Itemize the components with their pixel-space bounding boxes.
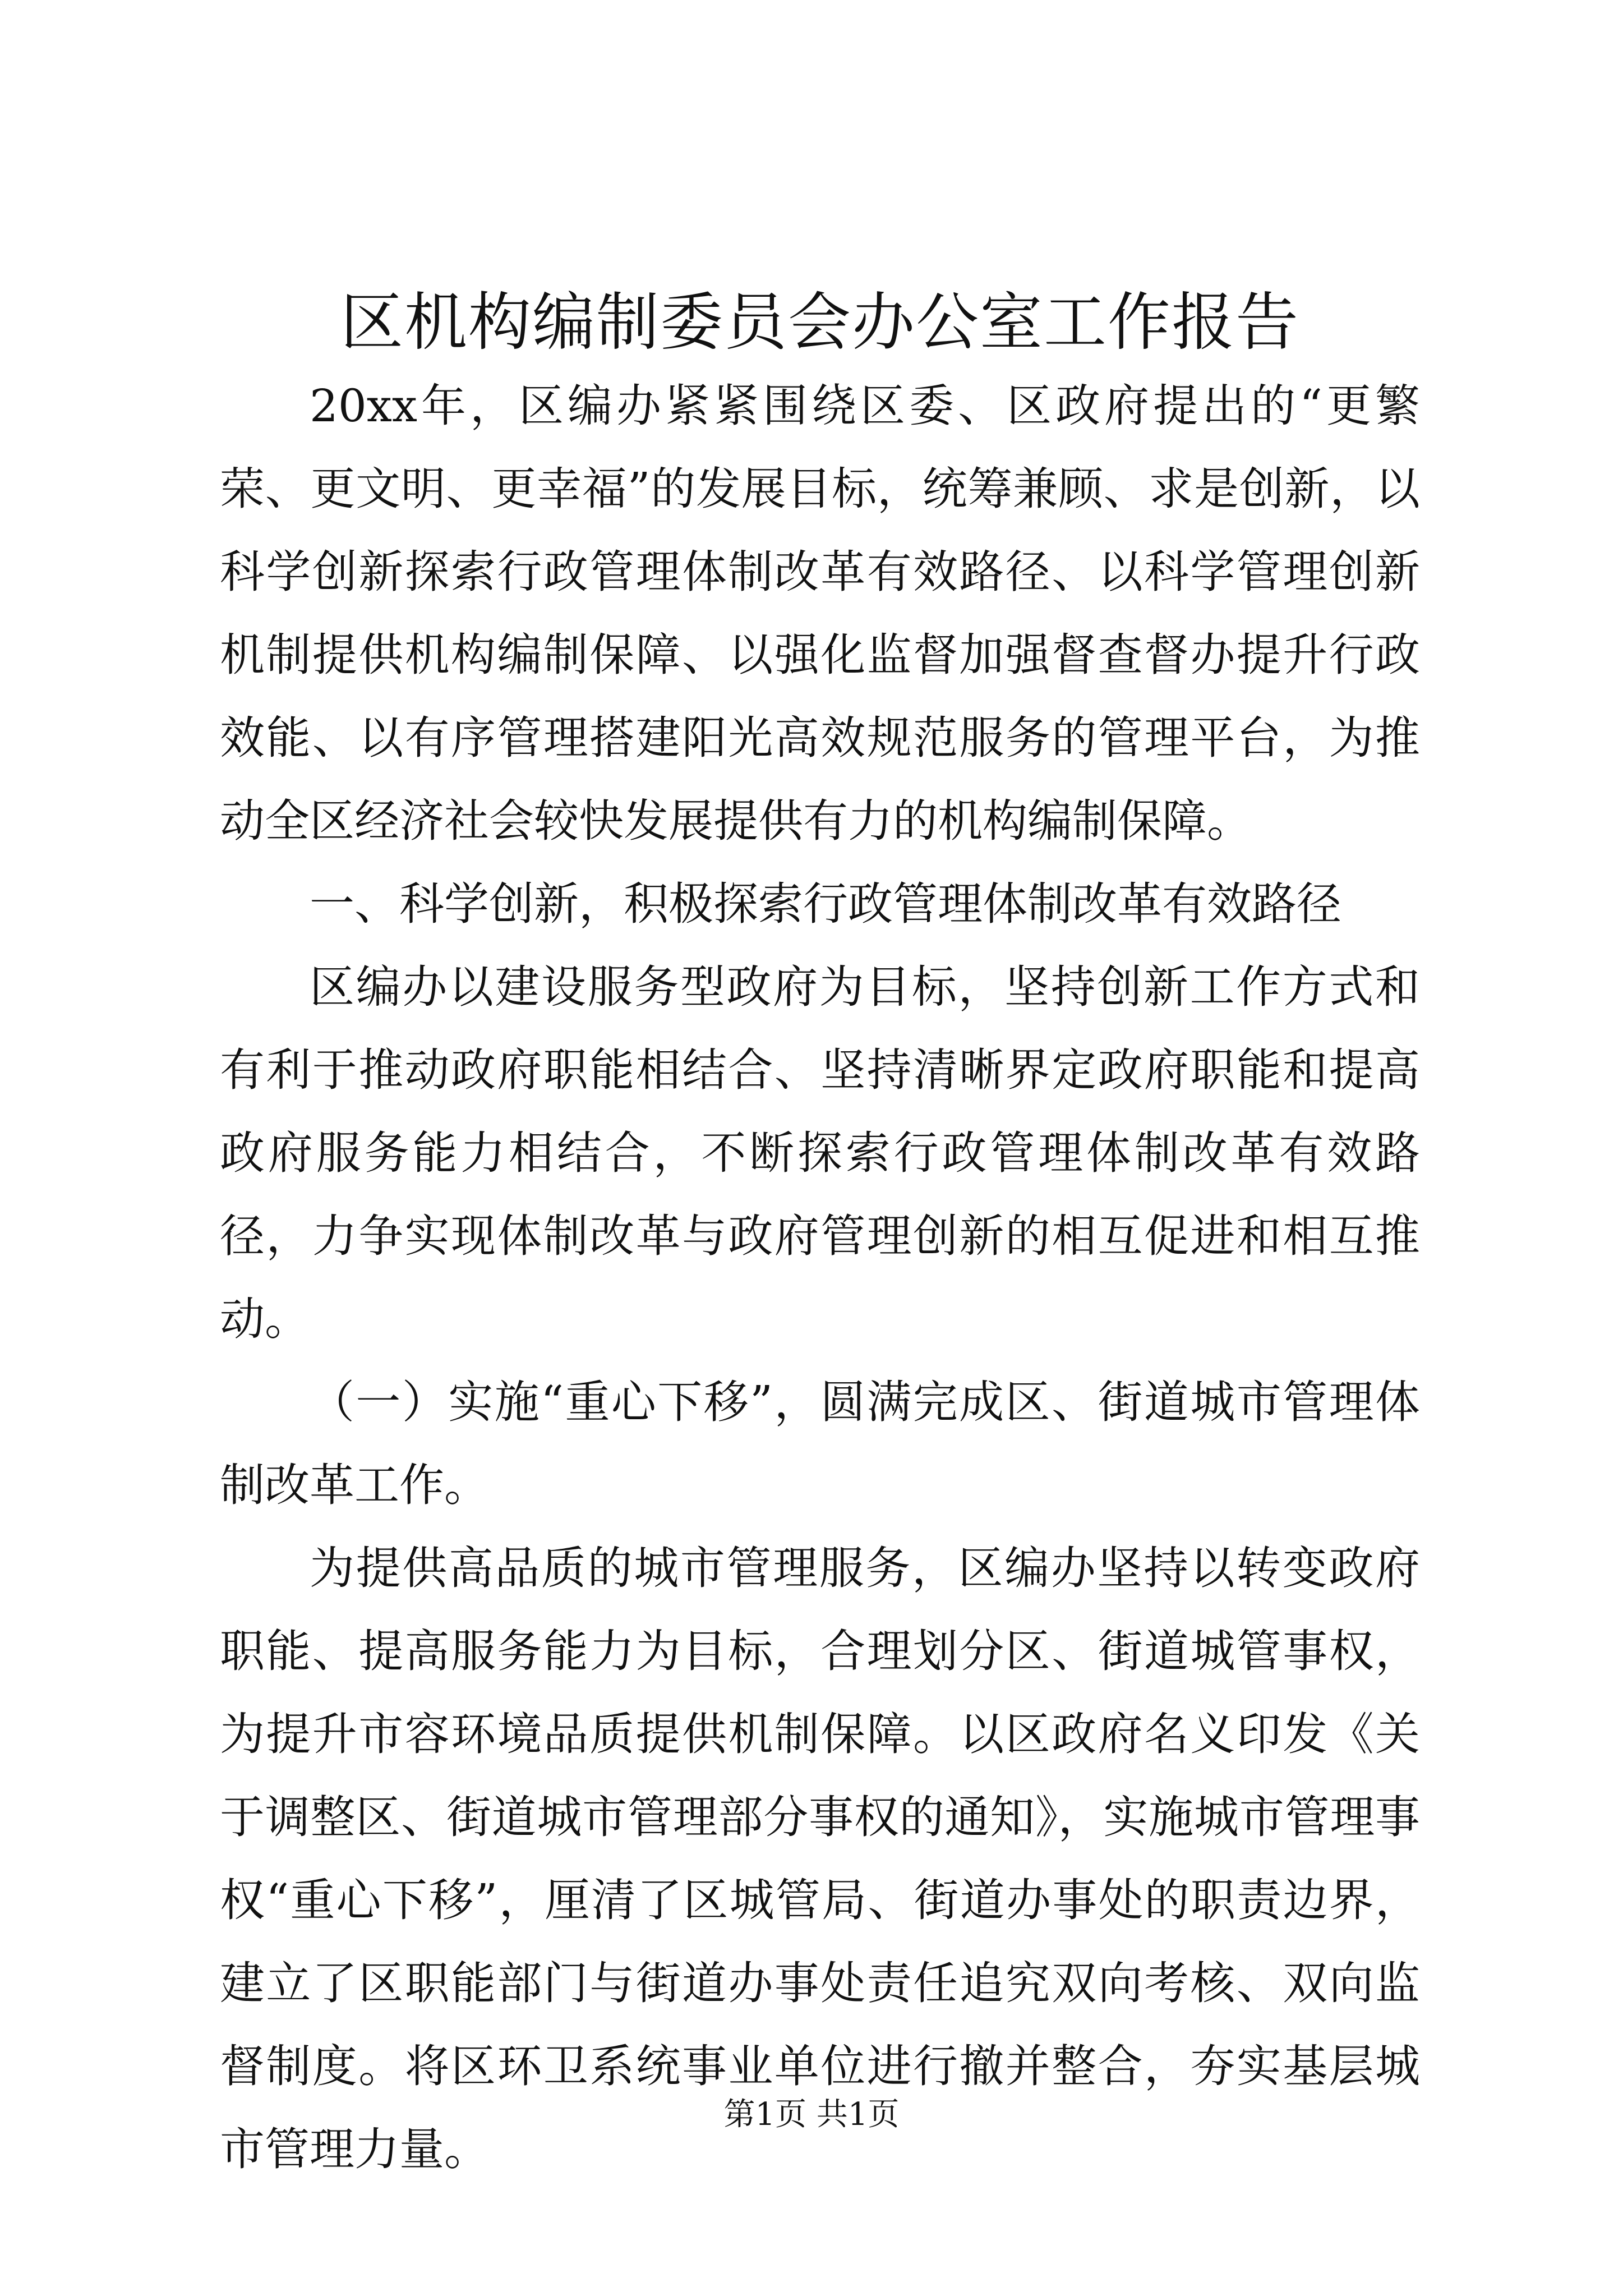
subsection-1-paragraph: 为提供高品质的城市管理服务，区编办坚持以转变政府职能、提高服务能力为目标，合理划分区、街道城管事权，为提升市容环境品质提供机制保障。以区政府名义印发《关于调整区、街道城市管理部分事权的通知》，实施城市管理事权“重心下移”，厘清了区城管局、街道办事处的职责边界，建立了区职能部门与街道办事处责任追究双向考核、双向监督制度。将区环卫系统事业单位进行撤并整合，夯实基层城市管理力量。 [220,1542,1420,2175]
document-content [220,280,1420,2191]
section-heading-1: 一、科学创新，积极探索行政管理体制改革有效路径 [310,878,1341,930]
intro-paragraph: 20xx年，区编办紧紧围绕区委、区政府提出的“更繁荣、更文明、更幸福”的发展目标，统筹兼顾、求是创新，以科学创新探索行政管理体制改革有效路径、以科学管理创新机制提供机构编制保障、以强化监督加强督查督办提升行政效能、以有序管理搭建阳光高效规范服务的管理平台，为推动全区经济社会较快发展提供有力的机构编制保障。 [220,380,1420,847]
subsection-heading-1: （一）实施“重心下移”，圆满完成区、街道城市管理体制改革工作。 [220,1376,1420,1511]
page-number-footer: 第1页 共1页 [723,2096,900,2133]
page-title: 区机构编制委员会办公室工作报告 [340,286,1299,359]
section-1-paragraph: 区编办以建设服务型政府为目标，坚持创新工作方式和有利于推动政府职能相结合、坚持清晰界定政府职能和提高政府服务能力相结合，不断探索行政管理体制改革有效路径，力争实现体制改革与政府管理创新的相互促进和相互推动。 [220,961,1420,1345]
